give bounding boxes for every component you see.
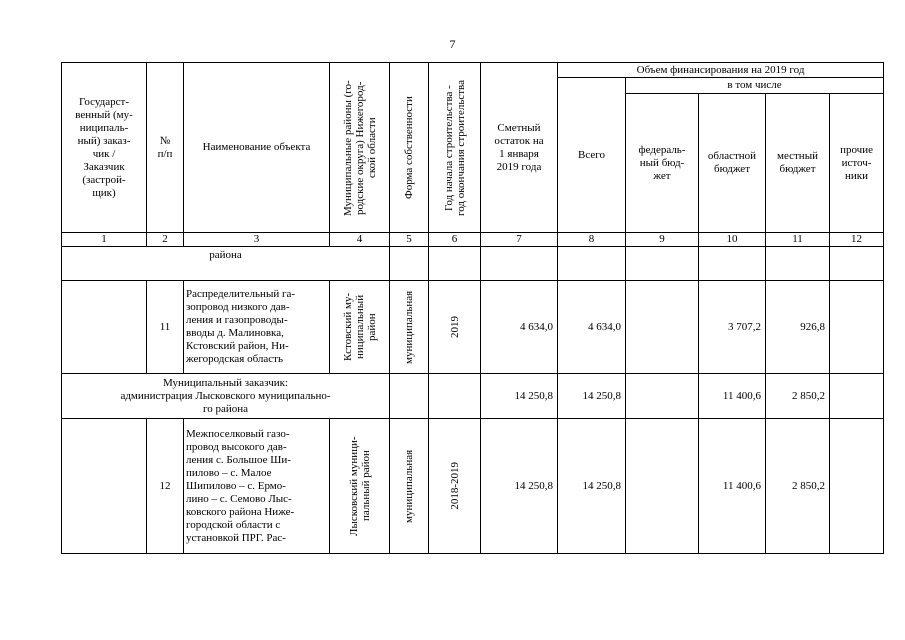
row-total: 4 634,0 xyxy=(558,281,626,374)
header-ownership: Форма собственности xyxy=(403,96,415,199)
subtotal-total: 14 250,8 xyxy=(558,374,626,419)
column-numbers-row xyxy=(62,233,884,247)
row-regional: 3 707,2 xyxy=(699,281,766,374)
header-total: Всего xyxy=(558,78,626,233)
row-other xyxy=(830,281,884,374)
header-years-cell xyxy=(429,63,481,233)
row-total: 14 250,8 xyxy=(558,419,626,554)
col-number: 1 xyxy=(62,233,147,247)
row-balance: 4 634,0 xyxy=(481,281,558,374)
header-including: в том числе xyxy=(626,78,884,94)
row-regional: 11 400,6 xyxy=(699,419,766,554)
row-balance: 14 250,8 xyxy=(481,419,558,554)
col-number: 11 xyxy=(766,233,830,247)
row-object-name: Межпоселковый газо- провод высокого дав- ления с. Большое Ши- пилово – с. Малое Шипилово – с. Ермо- лино – с. Семово Лыс- ковского района Ниже- городской области с установкой ПРГ. Рас- xyxy=(184,419,330,554)
header-customer: Государст- венный (му- ниципаль- ный) заказ- чик / Заказчик (застрой- щик) xyxy=(62,63,147,233)
row-ownership-cell xyxy=(390,281,429,374)
header-object-name: Наименование объекта xyxy=(184,63,330,233)
col-number: 8 xyxy=(558,233,626,247)
row-district: Лысковский муници- пальный район xyxy=(347,436,372,536)
row-years-cell xyxy=(429,419,481,554)
row-object-name: Распределительный га- зопровод низкого дав- ления и газопроводы- вводы д. Малиновка, Кстовский район, Ни- жегородская область xyxy=(184,281,330,374)
col-number: 9 xyxy=(626,233,699,247)
row-local: 2 850,2 xyxy=(766,419,830,554)
col-number: 10 xyxy=(699,233,766,247)
subtotal-federal xyxy=(626,374,699,419)
header-local: местный бюджет xyxy=(766,94,830,233)
row-ownership: муниципальная xyxy=(403,290,415,364)
row-years: 2018-2019 xyxy=(448,462,461,510)
header-districts: Муниципальные районы (го- родские округа) Нижегород- ской области xyxy=(341,79,378,216)
financing-table xyxy=(61,62,884,554)
header-federal: федераль- ный бюд- жет xyxy=(626,94,699,233)
col-number: 5 xyxy=(390,233,429,247)
row-district-cell xyxy=(330,281,390,374)
header-districts-cell xyxy=(330,63,390,233)
subtotal-row xyxy=(62,374,884,419)
col-number: 2 xyxy=(147,233,184,247)
row-ownership: муниципальная xyxy=(403,449,415,523)
subtotal-label: Муниципальный заказчик: администрация Лысковского муниципально- го района xyxy=(62,374,390,419)
row-district: Кстовский му- ниципальный район xyxy=(341,292,378,362)
row-federal xyxy=(626,281,699,374)
col-number: 3 xyxy=(184,233,330,247)
table-row xyxy=(62,419,884,554)
row-federal xyxy=(626,419,699,554)
row-local: 926,8 xyxy=(766,281,830,374)
table-row xyxy=(62,281,884,374)
header-years: Год начала строительства - год окончания строительства xyxy=(442,79,467,216)
subtotal-regional: 11 400,6 xyxy=(699,374,766,419)
col-number: 4 xyxy=(330,233,390,247)
row-num: 11 xyxy=(147,281,184,374)
page-number: 7 xyxy=(449,37,456,51)
header-num: № п/п xyxy=(147,63,184,233)
continuation-text: района xyxy=(62,247,390,281)
row-district-cell xyxy=(330,419,390,554)
subtotal-balance: 14 250,8 xyxy=(481,374,558,419)
row-years-cell xyxy=(429,281,481,374)
header-ownership-cell xyxy=(390,63,429,233)
subtotal-local: 2 850,2 xyxy=(766,374,830,419)
header-regional: областной бюджет xyxy=(699,94,766,233)
subtotal-other xyxy=(830,374,884,419)
col-number: 12 xyxy=(830,233,884,247)
header-other: прочие источ- ники xyxy=(830,94,884,233)
row-ownership-cell xyxy=(390,419,429,554)
row-years: 2019 xyxy=(448,316,461,338)
row-other xyxy=(830,419,884,554)
continuation-row xyxy=(62,247,884,281)
header-funding-title: Объем финансирования на 2019 год xyxy=(558,63,884,78)
col-number: 6 xyxy=(429,233,481,247)
header-balance: Сметный остаток на 1 января 2019 года xyxy=(481,63,558,233)
row-num: 12 xyxy=(147,419,184,554)
col-number: 7 xyxy=(481,233,558,247)
